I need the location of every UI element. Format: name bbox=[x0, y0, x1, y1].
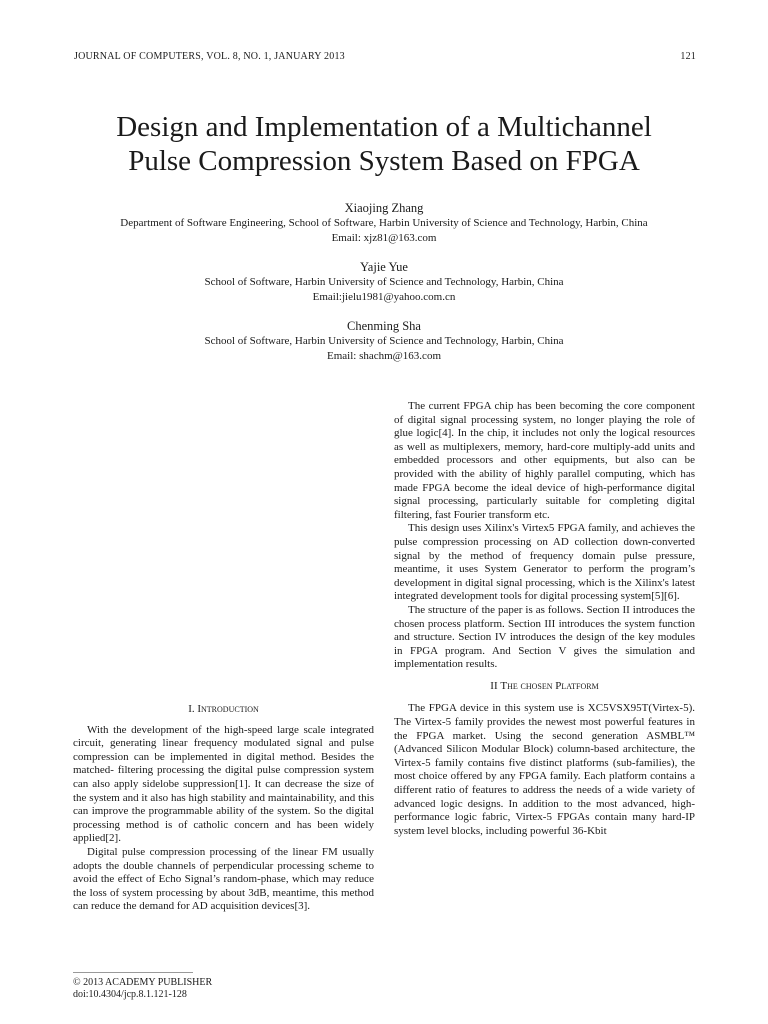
title-line-2: Pulse Compression System Based on FPGA bbox=[128, 145, 640, 177]
paper-title bbox=[40, 110, 728, 178]
author-2 bbox=[40, 259, 728, 304]
paragraph: The structure of the paper is as follows. Section II introduces the chosen process platform. Section III introduces the system function and structure. Section IV introduces the design of the key modules in FPGA program. And Section V gives the simulation and implementation results. bbox=[394, 603, 695, 671]
title-line-1: Design and Implementation of a Multichannel bbox=[116, 111, 652, 143]
paragraph: The current FPGA chip has been becoming the core component of digital signal processing system, no longer playing the role of glue logic[4]. In the chip, it includes not only the logical resources as well as multiplexers, memory, hard-core multiply-add units and embedded processors and other equipments, but also can be provided with the ability of highly parallel computing, which has made FPGA become the ideal device of high-performance digital signal processing, particularly suitable for completing digital filtering, fast Fourier transform etc. bbox=[394, 400, 695, 521]
author-name: Yajie Yue bbox=[360, 260, 408, 274]
page-number: 121 bbox=[680, 51, 696, 62]
author-1 bbox=[40, 200, 728, 245]
author-email: Email: shachm@163.com bbox=[327, 349, 441, 362]
running-head bbox=[74, 51, 696, 62]
author-block bbox=[40, 200, 728, 377]
copyright-notice: © 2013 ACADEMY PUBLISHER bbox=[73, 977, 213, 988]
footer-divider bbox=[73, 972, 193, 973]
section-heading-platform bbox=[394, 680, 695, 694]
author-affiliation: School of Software, Harbin University of Science and Technology, Harbin, China bbox=[204, 276, 564, 288]
left-column bbox=[73, 703, 374, 914]
author-3 bbox=[40, 318, 728, 363]
journal-name: JOURNAL OF COMPUTERS, VOL. 8, NO. 1, JANUARY 2013 bbox=[74, 51, 345, 62]
author-email: Email:jielu1981@yahoo.com.cn bbox=[312, 290, 456, 303]
section-number: I. bbox=[188, 703, 195, 715]
page-footer bbox=[73, 977, 212, 1001]
section-title: Introduction bbox=[197, 703, 259, 715]
author-email: Email: xjz81@163.com bbox=[331, 231, 437, 244]
author-name: Xiaojing Zhang bbox=[344, 201, 424, 215]
author-affiliation: Department of Software Engineering, School of Software, Harbin University of Science and Technology, Harbin, China bbox=[120, 217, 648, 229]
section-number: II bbox=[490, 679, 498, 692]
right-column bbox=[394, 400, 695, 838]
paragraph: The FPGA device in this system use is XC5VSX95T(Virtex-5). The Virtex-5 family provides the newest most powerful features in the FPGA market. Using the second generation ASMBL™ (Advanced Silicon Modular Block) column-based architecture, the Virtex-5 family contains five distinct platforms (sub-families), the most choice offered by any FPGA family. Each platform contains a different ratio of features to address the needs of a wide variety of advanced logic designs. In addition to the most advanced, high-performance logic fabric, Virtex-5 FPGAs contain many hard-IP system level blocks, including powerful 36-Kbit bbox=[394, 702, 695, 837]
doi: doi:10.4304/jcp.8.1.121-128 bbox=[73, 989, 187, 1000]
paragraph: With the development of the high-speed large scale integrated circuit, generating linear frequency modulated signal and pulse compression can be implemented in digital method. Besides the matched- filtering processing the digital pulse compression system can also apply sidelobe suppression[1]. It can decrease the size of the system and it also has high stability and maintainability, and this can improve the programmable ability of the system. So the digital processing method is of catholic concern and has been widely applied[2]. bbox=[73, 723, 374, 845]
paragraph: Digital pulse compression processing of the linear FM usually adopts the double channels of perpendicular processing scheme to avoid the effect of Echo Signal’s random-phase, which may reduce the loss of system processing by about 3dB, meantime, this method can reduce the demand for AD acquisition devices[3]. bbox=[73, 845, 374, 913]
paragraph: This design uses Xilinx's Virtex5 FPGA family, and achieves the pulse compression processing on AD collection down-converted signal by the method of frequency domain pulse pressure, meantime, it uses System Generator to perform the program’s development in digital signal processing, which is the Xilinx's latest integrated development tools for digital processing system[5][6]. bbox=[394, 522, 695, 603]
author-affiliation: School of Software, Harbin University of Science and Technology, Harbin, China bbox=[204, 335, 564, 347]
author-name: Chenming Sha bbox=[347, 319, 421, 333]
section-heading-introduction bbox=[73, 703, 374, 717]
section-title: The chosen Platform bbox=[500, 679, 599, 692]
